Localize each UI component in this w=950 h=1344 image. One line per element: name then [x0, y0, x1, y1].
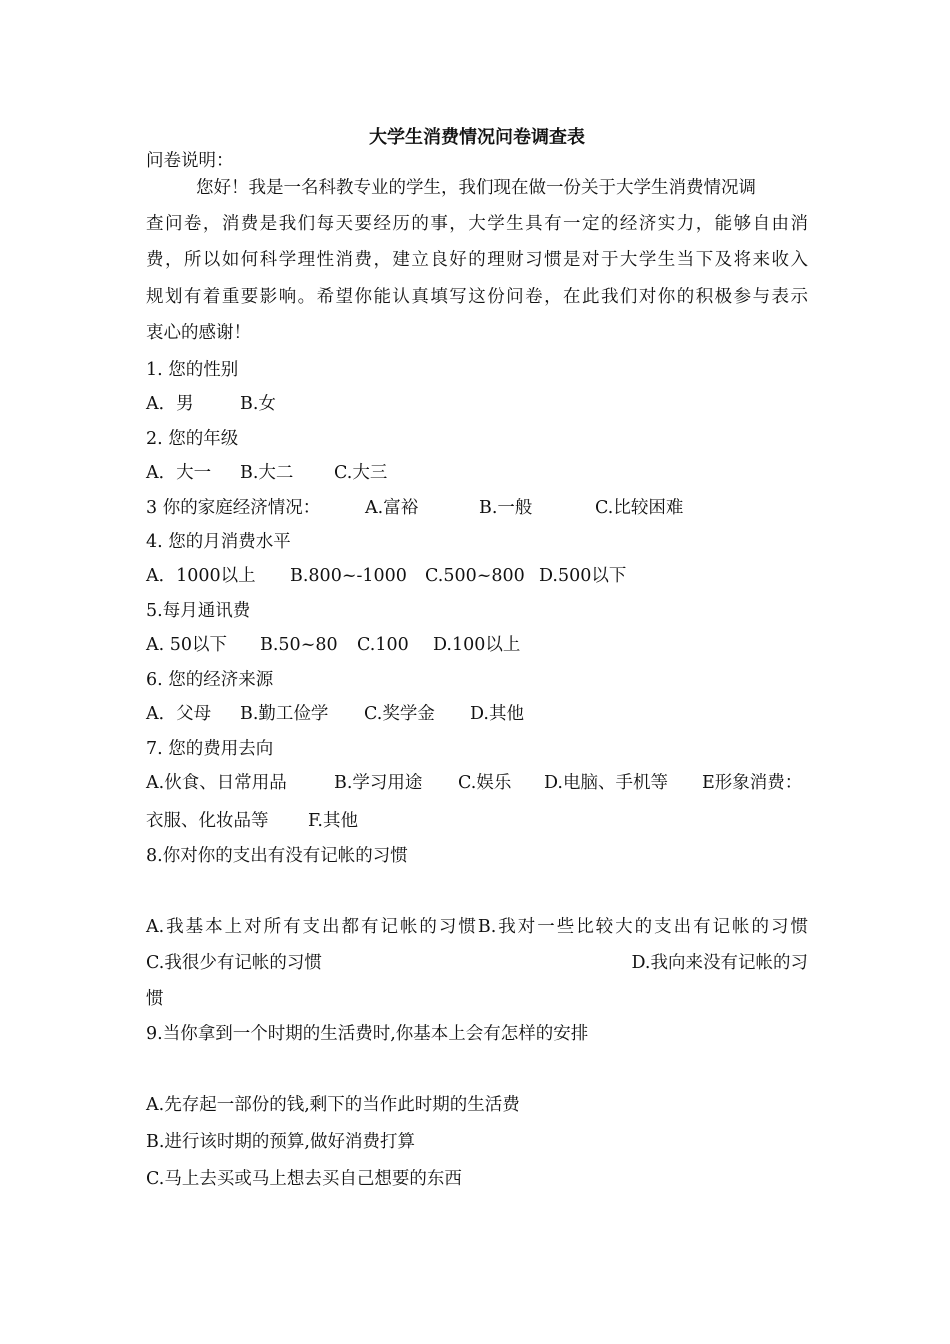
question-9-option-b: B.进行该时期的预算,做好消费打算	[146, 1132, 415, 1152]
option: D.500以下	[539, 566, 627, 586]
option: A．父母	[146, 704, 212, 724]
option: C.100	[357, 635, 409, 655]
option: D.其他	[470, 704, 524, 724]
question-5: 5.每月通讯费	[146, 601, 251, 621]
intro-line-3: 费，所以如何科学理性消费，建立良好的理财习惯是对于大学生当下及将来收入	[146, 250, 808, 270]
option: C.比较困难	[595, 498, 684, 518]
option: A.伙食、日常用品	[146, 773, 287, 793]
question-4-options	[146, 565, 626, 587]
option: A．男	[146, 394, 194, 414]
question-1: 1. 您的性别	[146, 360, 239, 380]
option: A. 50以下	[146, 635, 228, 655]
option: E形象消费：	[702, 773, 803, 793]
question-5-options	[146, 634, 520, 656]
option: B.学习用途	[334, 773, 423, 793]
option: 衣服、化妆品等	[146, 811, 269, 831]
intro-label: 问卷说明：	[146, 151, 234, 171]
option: B.50~80	[260, 635, 338, 655]
option: A.富裕	[365, 498, 419, 518]
option: C.大三	[334, 463, 388, 483]
intro-line-2: 查问卷，消费是我们每天要经历的事，大学生具有一定的经济实力，能够自由消	[146, 214, 808, 234]
option: A．大一	[146, 463, 212, 483]
question-9-option-c: C.马上去买或马上想去买自己想要的东西	[146, 1169, 462, 1189]
question-3	[146, 497, 683, 519]
option: B.女	[240, 394, 276, 414]
question-7: 7. 您的费用去向	[146, 739, 274, 759]
option: C.娱乐	[458, 773, 512, 793]
question-2-options	[146, 462, 387, 484]
question-6: 6. 您的经济来源	[146, 670, 274, 690]
question-8: 8.你对你的支出有没有记帐的习惯	[146, 846, 408, 866]
option: F.其他	[308, 811, 358, 831]
option: B.800~-1000	[290, 566, 407, 586]
intro-line-5: 衷心的感谢！	[146, 323, 251, 343]
option: C.我很少有记帐的习惯	[146, 953, 322, 973]
option: D.电脑、手机等	[544, 773, 668, 793]
option: C.奖学金	[364, 704, 435, 724]
question-1-options	[146, 393, 276, 415]
option: B.勤工俭学	[240, 704, 329, 724]
question-9-option-a: A.先存起一部份的钱,剩下的当作此时期的生活费	[146, 1095, 520, 1115]
question-7-options-line-2	[146, 810, 358, 832]
question-8-option-line-1: A.我基本上对所有支出都有记帐的习惯B.我对一些比较大的支出有记帐的习惯	[146, 917, 808, 937]
question-2: 2. 您的年级	[146, 429, 239, 449]
option: B.大二	[240, 463, 294, 483]
question-4: 4. 您的月消费水平	[146, 532, 291, 552]
intro-line-1: 您好！我是一名科教专业的学生，我们现在做一份关于大学生消费情况调	[196, 178, 756, 198]
question-9: 9.当你拿到一个时期的生活费时,你基本上会有怎样的安排	[146, 1024, 589, 1044]
question-8-option-line-2	[146, 952, 808, 974]
intro-line-4: 规划有着重要影响。希望你能认真填写这份问卷，在此我们对你的积极参与表示	[146, 287, 808, 307]
question-6-options	[146, 703, 524, 725]
option: A．1000以上	[146, 566, 256, 586]
document-page	[146, 0, 808, 1344]
option: D.我向来没有记帐的习	[631, 953, 808, 973]
option: C.500~800	[425, 566, 525, 586]
option: D.100以上	[433, 635, 521, 655]
question-7-options	[146, 772, 802, 794]
option: B.一般	[479, 498, 533, 518]
question-text: 3 你的家庭经济情况：	[146, 498, 321, 518]
document-title: 大学生消费情况问卷调查表	[369, 127, 585, 148]
question-8-option-line-3: 惯	[146, 989, 164, 1009]
